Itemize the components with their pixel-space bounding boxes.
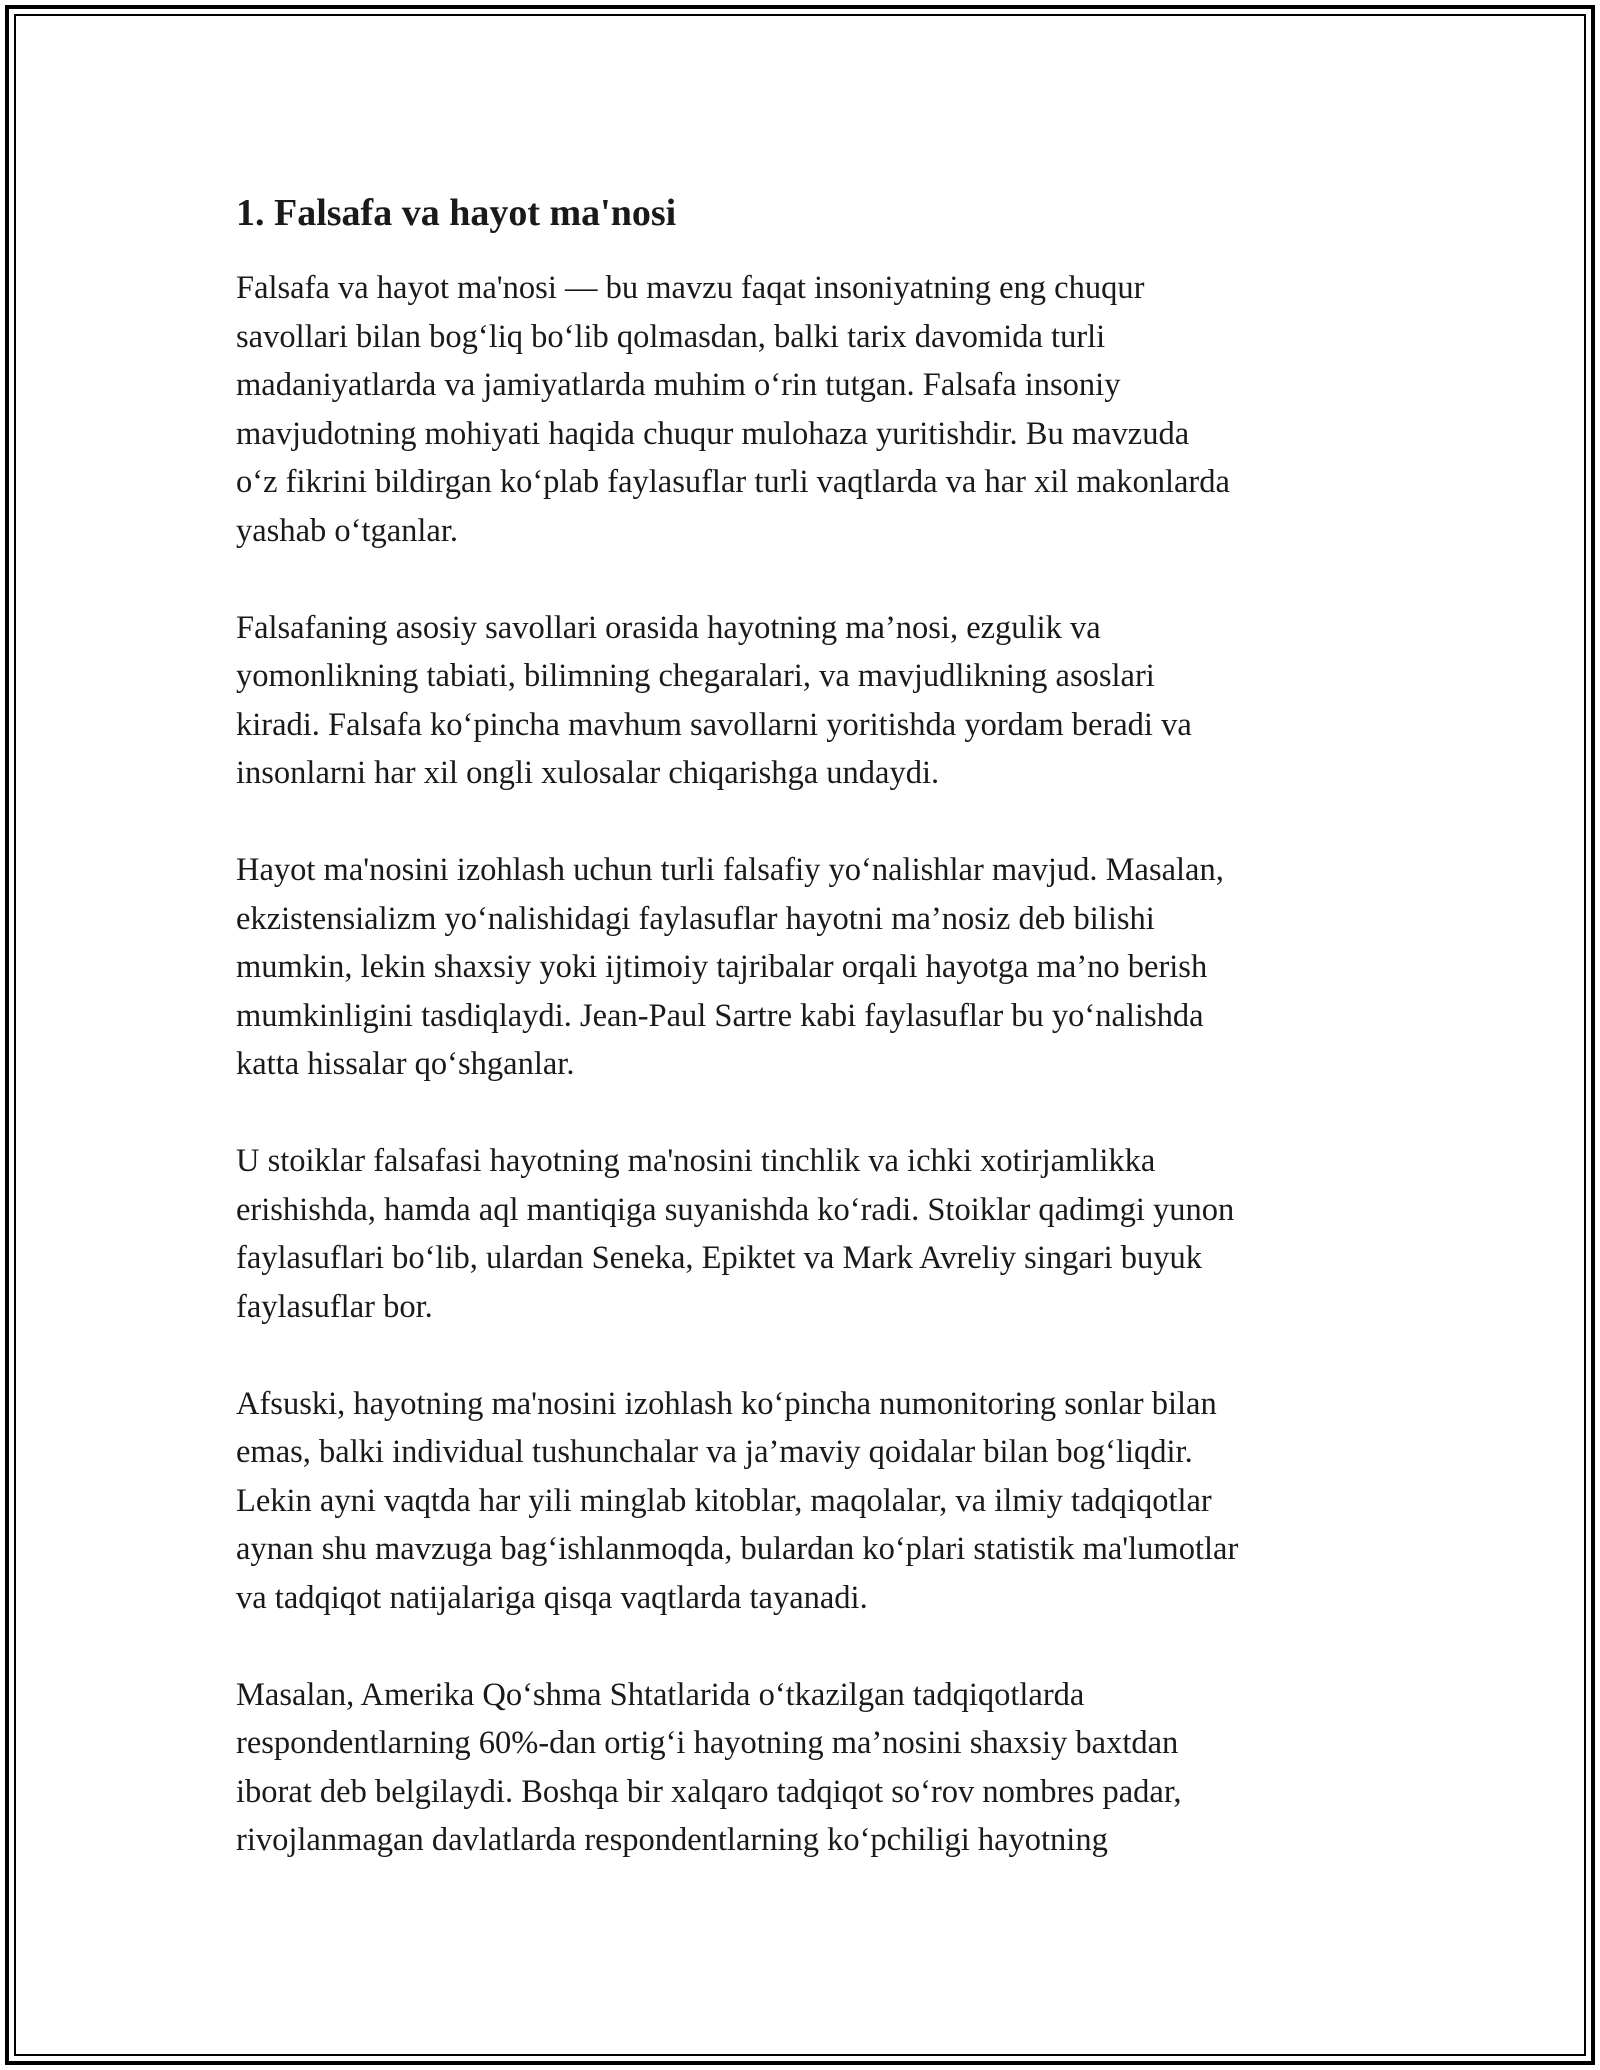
text-line: ekzistensializm yo‘nalishidagi faylasuflar hayotni ma’nosiz deb bilishi [236, 900, 1155, 937]
text-line: kiradi. Falsafa ko‘pincha mavhum savollarni yoritishda yordam beradi va [236, 706, 1192, 743]
document-body [236, 188, 1376, 1913]
text-line: Masalan, Amerika Qo‘shma Shtatlarida o‘tkazilgan tadqiqotlarda [236, 1676, 1085, 1713]
text-line: faylasuflar bor. [236, 1288, 433, 1325]
document-title: 1. Falsafa va hayot ma'nosi [236, 192, 677, 234]
paragraph-5 [236, 1380, 1376, 1623]
paragraph-2 [236, 604, 1376, 798]
text-line: mumkin, lekin shaxsiy yoki ijtimoiy tajribalar orqali hayotga ma’no berish [236, 949, 1208, 985]
text-line: Afsuski, hayotning ma'nosini izohlash ko‘pincha numonitoring sonlar bilan [236, 1385, 1217, 1422]
paragraph-3 [236, 846, 1376, 1089]
text-line: aynan shu mavzuga bag‘ishlanmoqda, bulardan ko‘plari statistik ma'lumotlar [236, 1531, 1239, 1567]
text-line: iborat deb belgilaydi. Boshqa bir xalqaro tadqiqot so‘rov nombres padar, [236, 1773, 1182, 1810]
text-line: savollari bilan bog‘liq bo‘lib qolmasdan, balki tarix davomida turli [236, 318, 1106, 355]
text-line: rivojlanmagan davlatlarda respondentlarning ko‘pchiligi hayotning [236, 1822, 1108, 1858]
text-line: emas, balki individual tushunchalar va ja’maviy qoidalar bilan bog‘liqdir. [236, 1434, 1193, 1470]
text-line: insonlarni har xil ongli xulosalar chiqarishga undaydi. [236, 755, 940, 791]
text-line: katta hissalar qo‘shganlar. [236, 1046, 575, 1082]
text-line: Falsafaning asosiy savollari orasida hayotning ma’nosi, ezgulik va [236, 609, 1101, 646]
text-line: Falsafa va hayot ma'nosi — bu mavzu faqat insoniyatning eng chuqur [236, 270, 1145, 306]
text-line: yomonlikning tabiati, bilimning chegaralari, va mavjudlikning asoslari [236, 658, 1155, 694]
paragraph-4 [236, 1137, 1376, 1331]
text-line: faylasuflari bo‘lib, ulardan Seneka, Epiktet va Mark Avreliy singari buyuk [236, 1240, 1203, 1276]
text-line: Lekin ayni vaqtda har yili minglab kitoblar, maqolalar, va ilmiy tadqiqotlar [236, 1482, 1212, 1519]
text-line: va tadqiqot natijalariga qisqa vaqtlarda tayanadi. [236, 1579, 868, 1616]
text-line: U stoiklar falsafasi hayotning ma'nosini tinchlik va ichki xotirjamlikka [236, 1143, 1156, 1179]
text-line: mumkinligini tasdiqlaydi. Jean-Paul Sartre kabi faylasuflar bu yo‘nalishda [236, 997, 1204, 1034]
text-line: yashab o‘tganlar. [236, 512, 459, 549]
text-line: madaniyatlarda va jamiyatlarda muhim o‘rin tutgan. Falsafa insoniy [236, 367, 1121, 403]
text-line: respondentlarning 60%-dan ortig‘i hayotning ma’nosini shaxsiy baxtdan [236, 1725, 1179, 1761]
text-line: o‘z fikrini bildirgan ko‘plab faylasuflar turli vaqtlarda va har xil makonlarda [236, 464, 1230, 500]
paragraph-6 [236, 1671, 1376, 1865]
text-line: mavjudotning mohiyati haqida chuqur mulohaza yuritishdir. Bu mavzuda [236, 415, 1190, 452]
text-line: erishishda, hamda aql mantiqiga suyanishda ko‘radi. Stoiklar qadimgi yunon [236, 1191, 1235, 1228]
text-line: Hayot ma'nosini izohlash uchun turli falsafiy yo‘nalishlar mavjud. Masalan, [236, 852, 1224, 888]
paragraph-1 [236, 264, 1376, 555]
